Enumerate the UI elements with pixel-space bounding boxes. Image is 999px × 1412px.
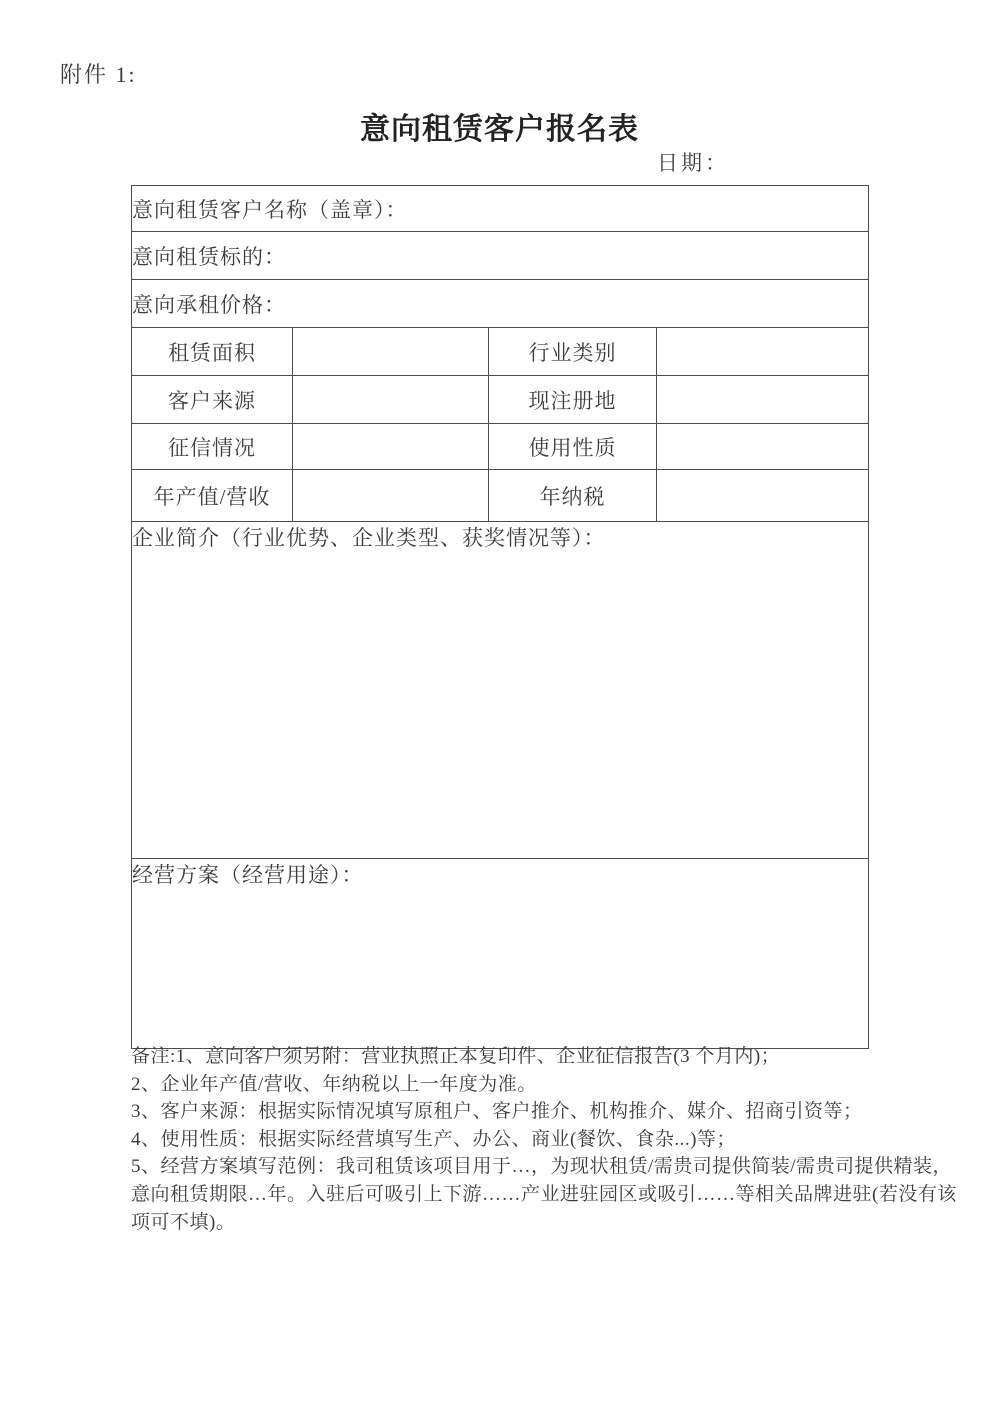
row-credit-usage xyxy=(132,424,869,470)
row-output-tax xyxy=(132,470,869,522)
field-lease-subject-label: 意向租赁标的： xyxy=(132,232,869,280)
field-customer-source-label: 客户来源 xyxy=(132,376,293,424)
field-lease-area-value xyxy=(293,328,489,376)
note-line: 意向租赁期限…年。入驻后可吸引上下游……产业进驻园区或吸引……等相关品牌进驻(若没有该 xyxy=(131,1183,957,1205)
note-line: 2、企业年产值/营收、年纳税以上一年度为准。 xyxy=(131,1073,537,1095)
section-company-profile-label: 企业简介（行业优势、企业类型、获奖情况等）： xyxy=(132,522,869,859)
application-form-table xyxy=(131,185,869,1049)
row-business-plan xyxy=(132,859,869,1049)
field-annual-tax-label: 年纳税 xyxy=(489,470,657,522)
note-line: 5、经营方案填写范例：我司租赁该项目用于…，为现状租赁/需贵司提供简装/需贵司提供精装， xyxy=(131,1156,953,1178)
section-business-plan-label: 经营方案（经营用途）： xyxy=(132,859,869,1049)
row-customer-source-registration xyxy=(132,376,869,424)
note-line: 3、客户来源：根据实际情况填写原租户、客户推介、机构推介、媒介、招商引资等； xyxy=(131,1101,863,1123)
field-annual-output-label: 年产值/营收 xyxy=(132,470,293,522)
page-title: 意向租赁客户报名表 xyxy=(360,113,639,146)
field-credit-status-value xyxy=(293,424,489,470)
field-industry-category-label: 行业类别 xyxy=(489,328,657,376)
field-annual-tax-value xyxy=(657,470,869,522)
field-registered-address-value xyxy=(657,376,869,424)
date-label: 日期： xyxy=(657,151,729,175)
attachment-label: 附件 1: xyxy=(60,62,137,87)
note-line: 4、使用性质：根据实际经营填写生产、办公、商业(餐饮、食杂...)等； xyxy=(131,1128,736,1150)
field-rent-price-label: 意向承租价格： xyxy=(132,280,869,328)
field-client-name-label: 意向租赁客户名称（盖章）： xyxy=(132,186,869,232)
field-industry-category-value xyxy=(657,328,869,376)
row-lease-subject xyxy=(132,232,869,280)
field-credit-status-label: 征信情况 xyxy=(132,424,293,470)
field-registered-address-label: 现注册地 xyxy=(489,376,657,424)
row-lease-area-industry xyxy=(132,328,869,376)
note-line: 项可不填)。 xyxy=(131,1211,236,1233)
notes-section xyxy=(131,1043,957,1236)
note-line: 备注:1、意向客户须另附：营业执照正本复印件、企业征信报告(3 个月内)； xyxy=(131,1046,781,1067)
row-company-profile xyxy=(132,522,869,859)
field-usage-nature-value xyxy=(657,424,869,470)
field-annual-output-value xyxy=(293,470,489,522)
field-lease-area-label: 租赁面积 xyxy=(132,328,293,376)
field-customer-source-value xyxy=(293,376,489,424)
field-usage-nature-label: 使用性质 xyxy=(489,424,657,470)
row-intended-rent-price xyxy=(132,280,869,328)
row-client-name xyxy=(132,186,869,232)
